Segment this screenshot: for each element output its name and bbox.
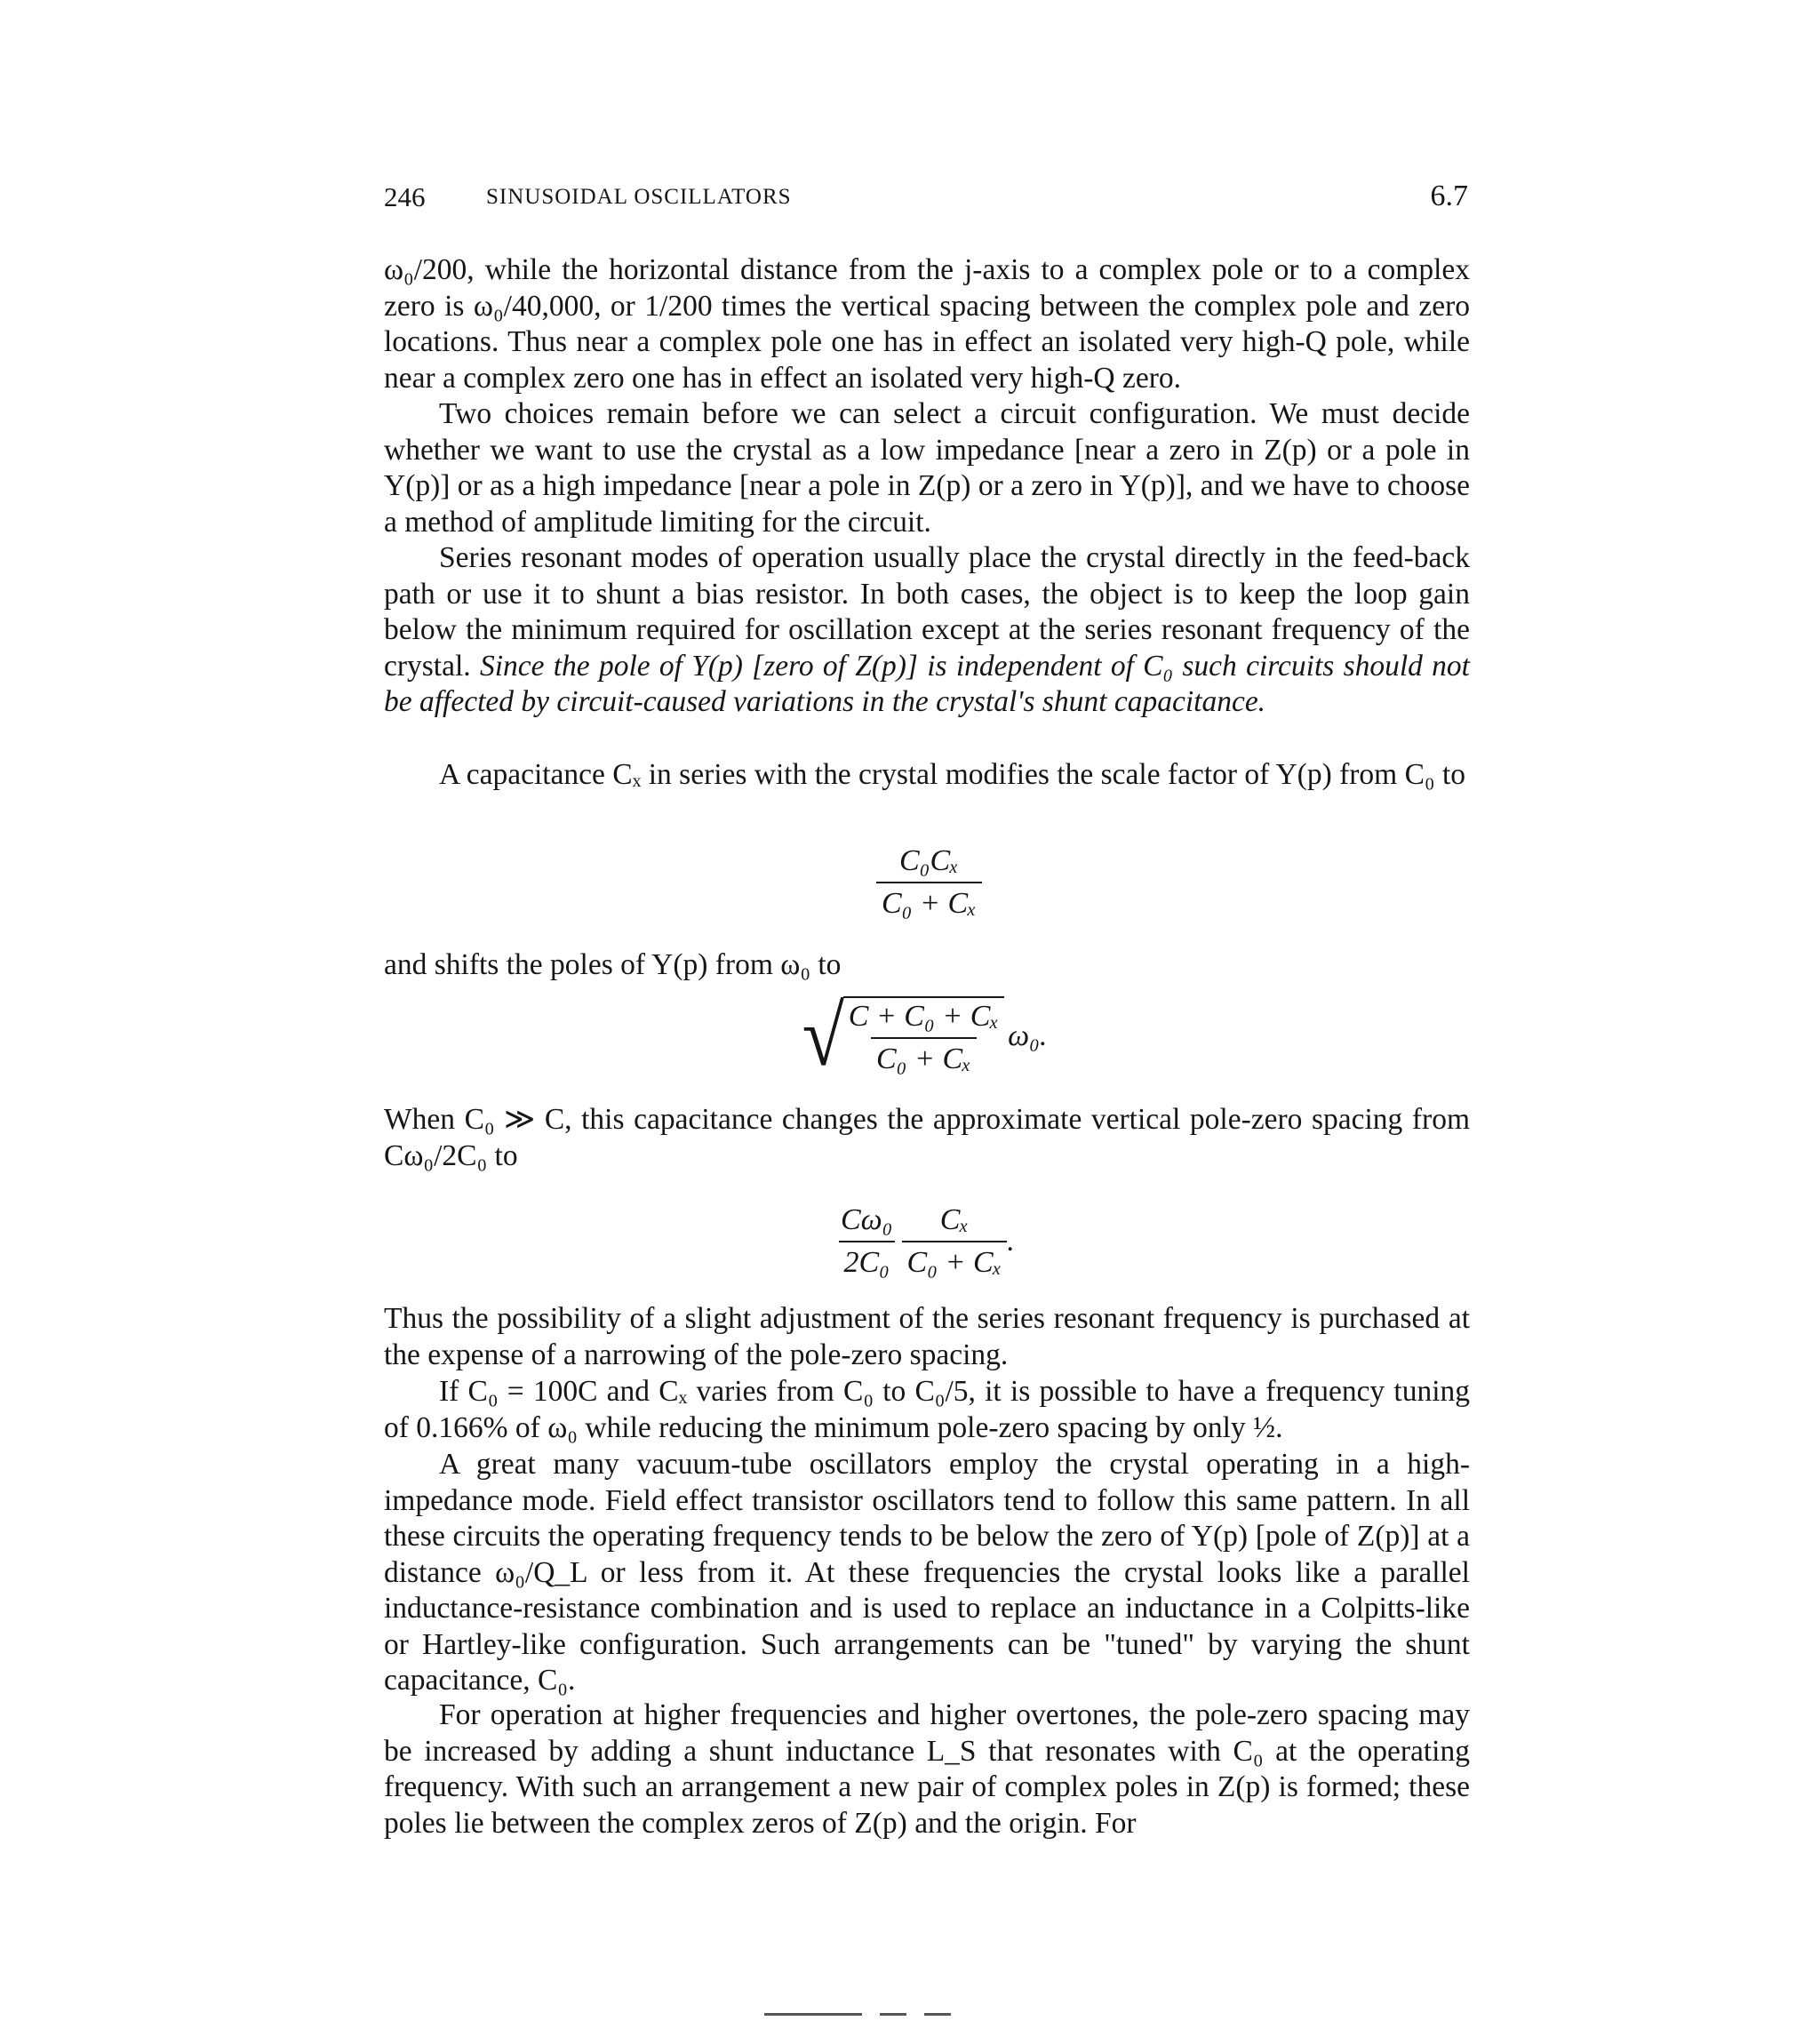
paragraph-5: and shifts the poles of Y(p) from ω₀ to	[384, 948, 842, 981]
scan-artifact	[924, 2013, 951, 2016]
fraction-2	[902, 1203, 1008, 1280]
paragraph-3	[384, 540, 1470, 721]
fraction	[843, 996, 1004, 1076]
chapter-title: SINUSOIDAL OSCILLATORS	[486, 185, 792, 209]
numerator: C₀Cₓ	[898, 844, 959, 877]
denominator-2: C₀ + Cₓ	[902, 1241, 1008, 1280]
running-head	[384, 181, 1468, 224]
numerator: C + C₀ + Cₓ	[848, 1000, 1000, 1033]
denominator: C₀ + Cₓ	[871, 1037, 977, 1076]
section-number: 6.7	[1430, 180, 1468, 212]
page-number: 246	[384, 181, 426, 212]
paragraph-3-italic: Since the pole of Y(p) [zero of Z(p)] is independent of C₀ such circuits should not be affected by circuit-caused variations in the crystal's shunt capacitance.	[384, 649, 1470, 718]
square-root	[800, 988, 1004, 1083]
numerator-1: Cω₀	[841, 1203, 893, 1236]
paragraph-1: ω₀/200, while the horizontal distance from the j-axis to a complex pole or to a complex zero is ω₀/40,000, or 1/200 times the vertical spacing between the complex pole and zero locations. Thus near a complex pole one has in effect an isolated very high-Q pole, while near a complex zero one has in effect an isolated very high-Q zero.	[384, 253, 1470, 395]
paragraph-6: When C₀ ≫ C, this capacitance changes the approximate vertical pole-zero spacing from Cω₀/2C₀ to	[384, 1103, 1470, 1172]
omega-tail: ω₀.	[1008, 1019, 1048, 1052]
scan-artifact	[764, 2013, 862, 2016]
numerator-2: Cₓ	[939, 1203, 970, 1236]
fraction-1	[835, 1203, 898, 1280]
fraction	[876, 844, 982, 921]
paragraph-9: A great many vacuum-tube oscillators employ the crystal operating in a high-impedance mode. Field effect transistor oscillators tend to follow this same pattern. In all these circuits the operating frequency tends to be below the zero of Y(p) [pole of Z(p)] at a distance ω₀/Q_L or less from it. At these frequencies the crystal looks like a parallel inductance-resistance combination and is used to replace an inductance in a Colpitts-like or Hartley-like configuration. Such arrangements can be "tuned" by varying the shunt capacitance, C₀.	[384, 1448, 1470, 1697]
paragraph-7: Thus the possibility of a slight adjustment of the series resonant frequency is purchased at the expense of a narrowing of the pole-zero spacing.	[384, 1302, 1470, 1371]
scan-artifact	[880, 2013, 906, 2016]
equation-pole-shift	[800, 988, 1048, 1083]
paragraph-10: For operation at higher frequencies and higher overtones, the pole-zero spacing may be increased by adding a shunt inductance L_S that resonates with C₀ at the operating frequency. With such an arrangement a new pair of complex poles in Z(p) is formed; these poles lie between the complex zeros of Z(p) and the origin. For	[384, 1698, 1470, 1840]
paragraph-3-text: Series resonant modes of operation usually place the crystal directly in the feed-back path or use it to shunt a bias resistor. In both cases, the object is to keep the loop gain below the minimum required for oscillation except at the series resonant frequency of the crystal.	[384, 541, 1470, 683]
paragraph-2: Two choices remain before we can select a circuit configuration. We must decide whether we want to use the crystal as a low impedance [near a zero in Z(p) or a pole in Y(p)] or as a high impedance [near a pole in Z(p) or a zero in Y(p)], and we have to choose a method of amplitude limiting for the circuit.	[384, 397, 1470, 539]
denominator-1: 2C₀	[839, 1241, 896, 1280]
radical-sign-icon: √	[802, 988, 845, 1083]
period: .	[1007, 1225, 1015, 1258]
equation-scale-factor	[876, 844, 982, 921]
equation-pole-zero-spacing	[835, 1203, 1015, 1280]
paragraph-4: A capacitance Cₓ in series with the crystal modifies the scale factor of Y(p) from C₀ to	[439, 758, 1466, 791]
denominator: C₀ + Cₓ	[876, 882, 982, 921]
paragraph-8: If C₀ = 100C and Cₓ varies from C₀ to C₀/5, it is possible to have a frequency tuning of 0.166% of ω₀ while reducing the minimum pole-zero spacing by only ½.	[384, 1375, 1470, 1444]
